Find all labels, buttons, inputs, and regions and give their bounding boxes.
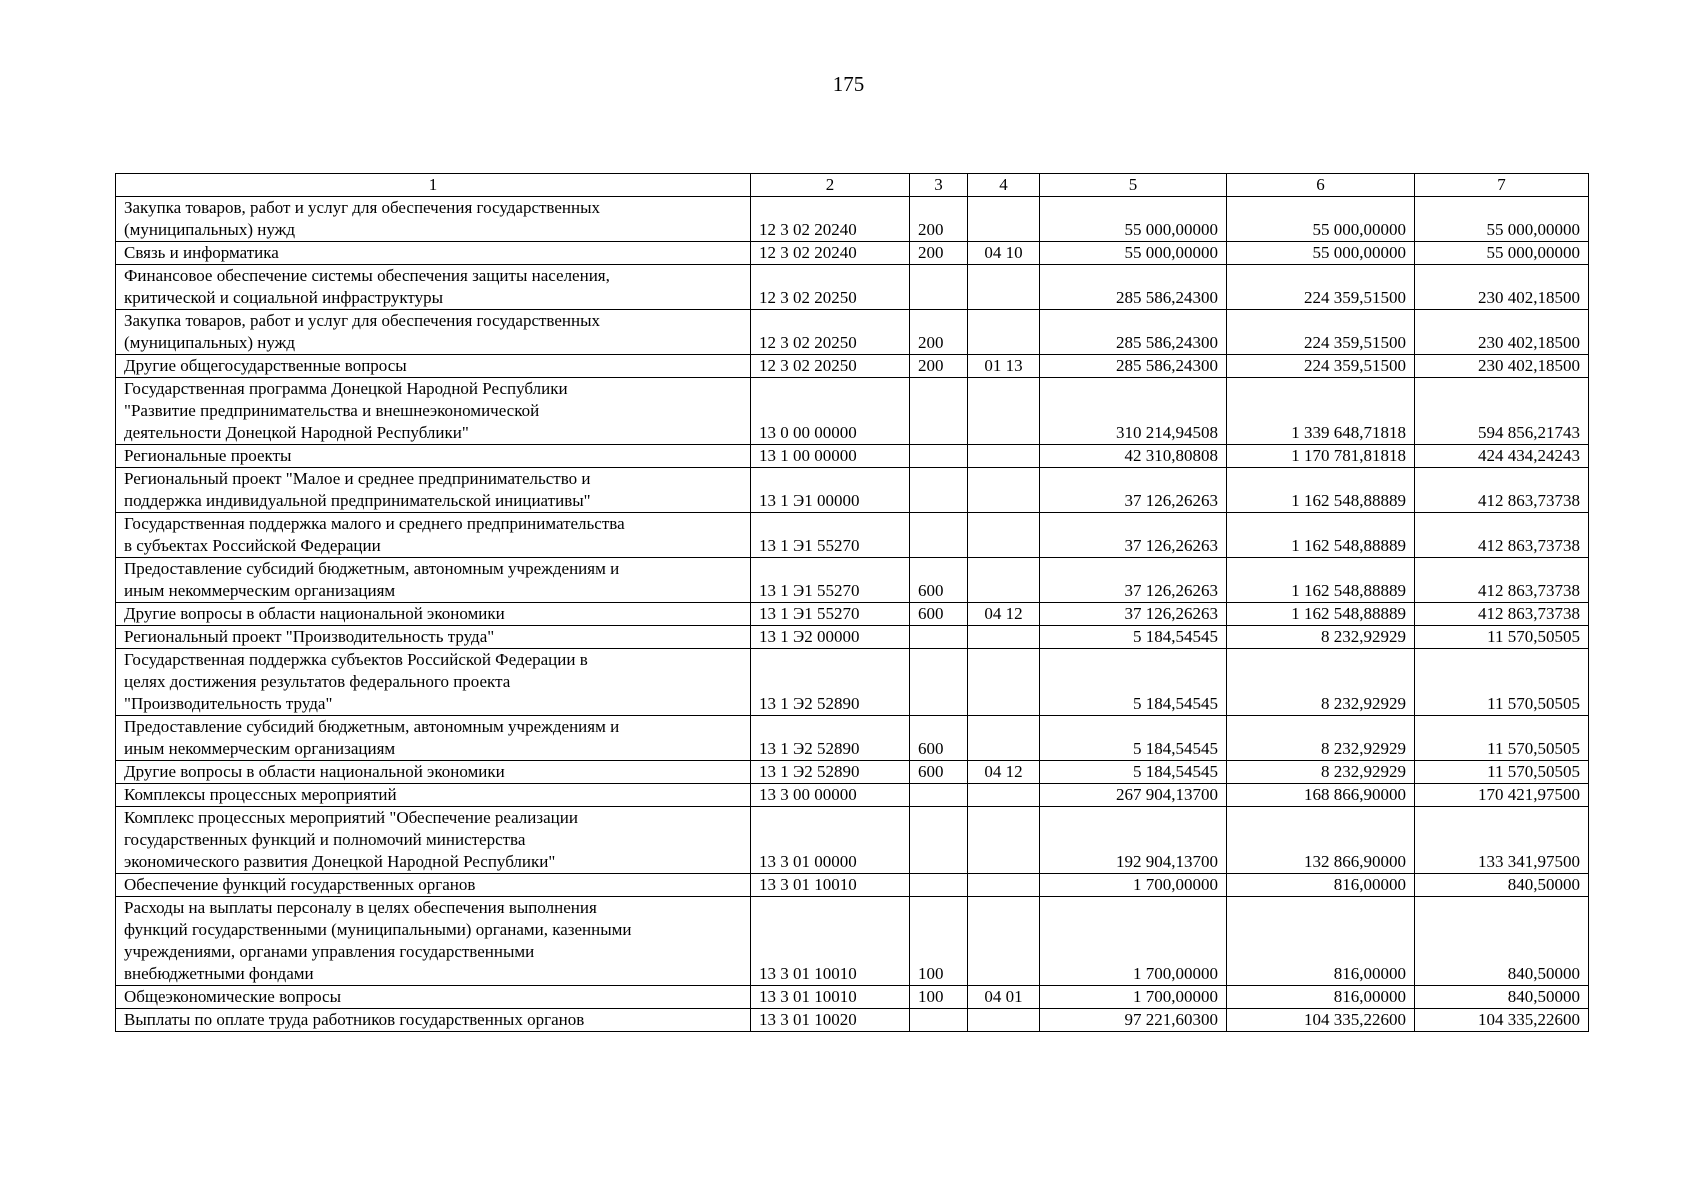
row-amount-col7: 55 000,00000 [1415, 197, 1589, 242]
row-expense-type [910, 807, 968, 874]
row-amount-col5: 1 700,00000 [1040, 986, 1227, 1009]
table-row [116, 468, 1589, 513]
row-section-code [968, 310, 1040, 355]
row-amount-col5: 267 904,13700 [1040, 784, 1227, 807]
table-row [116, 310, 1589, 355]
row-target-code: 13 1 Э1 55270 [751, 513, 910, 558]
header-row [116, 174, 1589, 197]
row-section-code [968, 558, 1040, 603]
column-header: 3 [910, 174, 968, 197]
row-section-code [968, 1009, 1040, 1032]
row-amount-col5: 285 586,24300 [1040, 310, 1227, 355]
table-row [116, 265, 1589, 310]
row-amount-col7: 412 863,73738 [1415, 603, 1589, 626]
row-target-code: 12 3 02 20240 [751, 197, 910, 242]
row-expense-type: 600 [910, 603, 968, 626]
column-header: 7 [1415, 174, 1589, 197]
row-section-code [968, 784, 1040, 807]
row-section-code: 04 10 [968, 242, 1040, 265]
row-section-code [968, 513, 1040, 558]
table-row [116, 761, 1589, 784]
row-expense-type: 600 [910, 558, 968, 603]
row-amount-col7: 11 570,50505 [1415, 626, 1589, 649]
row-amount-col6: 1 170 781,81818 [1227, 445, 1415, 468]
row-amount-col5: 5 184,54545 [1040, 649, 1227, 716]
row-amount-col7: 11 570,50505 [1415, 761, 1589, 784]
row-section-code [968, 626, 1040, 649]
row-amount-col5: 285 586,24300 [1040, 355, 1227, 378]
row-amount-col5: 5 184,54545 [1040, 716, 1227, 761]
row-amount-col6: 816,00000 [1227, 874, 1415, 897]
row-name: Выплаты по оплате труда работников государственных органов [116, 1009, 751, 1032]
row-expense-type: 200 [910, 242, 968, 265]
row-section-code [968, 649, 1040, 716]
row-section-code [968, 716, 1040, 761]
row-amount-col6: 224 359,51500 [1227, 355, 1415, 378]
row-amount-col6: 1 339 648,71818 [1227, 378, 1415, 445]
row-name: Государственная программа Донецкой Народной Республики "Развитие предпринимательства и внешнеэкономической деятельности Донецкой Народной Республики" [116, 378, 751, 445]
row-name: Общеэкономические вопросы [116, 986, 751, 1009]
row-expense-type: 200 [910, 355, 968, 378]
row-amount-col7: 170 421,97500 [1415, 784, 1589, 807]
row-expense-type [910, 513, 968, 558]
row-section-code [968, 807, 1040, 874]
row-target-code: 13 3 01 10010 [751, 874, 910, 897]
table-row [116, 558, 1589, 603]
row-expense-type: 100 [910, 897, 968, 986]
row-expense-type [910, 649, 968, 716]
row-amount-col7: 424 434,24243 [1415, 445, 1589, 468]
row-amount-col6: 1 162 548,88889 [1227, 513, 1415, 558]
row-section-code: 01 13 [968, 355, 1040, 378]
row-target-code: 13 3 01 10010 [751, 986, 910, 1009]
row-expense-type [910, 378, 968, 445]
table-body [116, 197, 1589, 1032]
row-section-code [968, 897, 1040, 986]
row-name: Региональный проект "Малое и среднее предпринимательство и поддержка индивидуальной предпринимательской инициативы" [116, 468, 751, 513]
row-amount-col6: 168 866,90000 [1227, 784, 1415, 807]
column-header: 6 [1227, 174, 1415, 197]
row-expense-type: 200 [910, 310, 968, 355]
row-name: Региональные проекты [116, 445, 751, 468]
row-name: Государственная поддержка субъектов Российской Федерации в целях достижения результатов федерального проекта "Производительность труда" [116, 649, 751, 716]
row-section-code: 04 12 [968, 603, 1040, 626]
row-amount-col5: 5 184,54545 [1040, 626, 1227, 649]
table-row [116, 986, 1589, 1009]
row-name: Комплексы процессных мероприятий [116, 784, 751, 807]
row-amount-col5: 37 126,26263 [1040, 513, 1227, 558]
row-name: Региональный проект "Производительность труда" [116, 626, 751, 649]
row-amount-col5: 310 214,94508 [1040, 378, 1227, 445]
table-row [116, 807, 1589, 874]
row-amount-col5: 1 700,00000 [1040, 874, 1227, 897]
row-target-code: 12 3 02 20250 [751, 310, 910, 355]
row-name: Закупка товаров, работ и услуг для обеспечения государственных (муниципальных) нужд [116, 197, 751, 242]
row-amount-col6: 8 232,92929 [1227, 649, 1415, 716]
row-target-code: 13 1 Э2 00000 [751, 626, 910, 649]
row-name: Связь и информатика [116, 242, 751, 265]
row-target-code: 13 0 00 00000 [751, 378, 910, 445]
row-amount-col6: 8 232,92929 [1227, 626, 1415, 649]
row-amount-col6: 1 162 548,88889 [1227, 603, 1415, 626]
row-amount-col6: 55 000,00000 [1227, 197, 1415, 242]
row-amount-col7: 230 402,18500 [1415, 355, 1589, 378]
row-target-code: 12 3 02 20250 [751, 265, 910, 310]
row-expense-type [910, 445, 968, 468]
row-expense-type [910, 784, 968, 807]
row-section-code: 04 01 [968, 986, 1040, 1009]
row-amount-col7: 55 000,00000 [1415, 242, 1589, 265]
row-amount-col7: 230 402,18500 [1415, 310, 1589, 355]
row-section-code [968, 197, 1040, 242]
table-row [116, 355, 1589, 378]
row-amount-col6: 8 232,92929 [1227, 716, 1415, 761]
row-name: Другие общегосударственные вопросы [116, 355, 751, 378]
row-target-code: 13 1 Э1 55270 [751, 603, 910, 626]
table-row [116, 445, 1589, 468]
row-amount-col7: 840,50000 [1415, 874, 1589, 897]
row-name: Предоставление субсидий бюджетным, автономным учреждениям и иным некоммерческим организациям [116, 558, 751, 603]
table-row [116, 197, 1589, 242]
row-amount-col5: 55 000,00000 [1040, 197, 1227, 242]
table-row [116, 1009, 1589, 1032]
row-amount-col6: 8 232,92929 [1227, 761, 1415, 784]
row-amount-col5: 42 310,80808 [1040, 445, 1227, 468]
row-amount-col6: 224 359,51500 [1227, 310, 1415, 355]
row-target-code: 12 3 02 20240 [751, 242, 910, 265]
table-row [116, 897, 1589, 986]
row-target-code: 13 1 Э2 52890 [751, 761, 910, 784]
row-target-code: 13 1 00 00000 [751, 445, 910, 468]
table-row [116, 378, 1589, 445]
row-expense-type: 200 [910, 197, 968, 242]
row-section-code [968, 874, 1040, 897]
table-row [116, 603, 1589, 626]
table-row [116, 649, 1589, 716]
row-amount-col5: 5 184,54545 [1040, 761, 1227, 784]
row-target-code: 13 1 Э1 00000 [751, 468, 910, 513]
row-expense-type: 100 [910, 986, 968, 1009]
row-amount-col5: 192 904,13700 [1040, 807, 1227, 874]
row-amount-col6: 104 335,22600 [1227, 1009, 1415, 1032]
row-section-code [968, 445, 1040, 468]
row-amount-col7: 11 570,50505 [1415, 649, 1589, 716]
row-name: Другие вопросы в области национальной экономики [116, 761, 751, 784]
page-number: 175 [832, 72, 865, 96]
row-amount-col6: 816,00000 [1227, 897, 1415, 986]
row-expense-type [910, 265, 968, 310]
row-target-code: 13 1 Э1 55270 [751, 558, 910, 603]
column-header: 1 [116, 174, 751, 197]
table-row [116, 513, 1589, 558]
row-amount-col6: 55 000,00000 [1227, 242, 1415, 265]
row-target-code: 13 3 00 00000 [751, 784, 910, 807]
table-row [116, 716, 1589, 761]
column-header: 2 [751, 174, 910, 197]
row-amount-col7: 594 856,21743 [1415, 378, 1589, 445]
row-amount-col5: 97 221,60300 [1040, 1009, 1227, 1032]
row-amount-col7: 412 863,73738 [1415, 468, 1589, 513]
table-row [116, 242, 1589, 265]
row-amount-col6: 1 162 548,88889 [1227, 468, 1415, 513]
row-amount-col5: 37 126,26263 [1040, 603, 1227, 626]
row-amount-col6: 224 359,51500 [1227, 265, 1415, 310]
row-amount-col7: 412 863,73738 [1415, 558, 1589, 603]
row-expense-type: 600 [910, 761, 968, 784]
row-target-code: 12 3 02 20250 [751, 355, 910, 378]
row-amount-col5: 55 000,00000 [1040, 242, 1227, 265]
row-amount-col5: 37 126,26263 [1040, 468, 1227, 513]
row-name: Комплекс процессных мероприятий "Обеспечение реализации государственных функций и полномочий министерства экономического развития Донецкой Народной Республики" [116, 807, 751, 874]
row-section-code [968, 265, 1040, 310]
row-amount-col6: 816,00000 [1227, 986, 1415, 1009]
row-section-code [968, 468, 1040, 513]
row-amount-col5: 285 586,24300 [1040, 265, 1227, 310]
row-amount-col7: 104 335,22600 [1415, 1009, 1589, 1032]
row-expense-type: 600 [910, 716, 968, 761]
column-header: 4 [968, 174, 1040, 197]
column-header: 5 [1040, 174, 1227, 197]
budget-table [115, 173, 1589, 1032]
row-amount-col6: 132 866,90000 [1227, 807, 1415, 874]
row-name: Расходы на выплаты персоналу в целях обеспечения выполнения функций государственными (муниципальными) органами, казенными учреждениями, органами управления государственными внебюджетными фондами [116, 897, 751, 986]
row-name: Другие вопросы в области национальной экономики [116, 603, 751, 626]
row-target-code: 13 3 01 00000 [751, 807, 910, 874]
row-amount-col6: 1 162 548,88889 [1227, 558, 1415, 603]
row-name: Финансовое обеспечение системы обеспечения защиты населения, критической и социальной инфраструктуры [116, 265, 751, 310]
row-amount-col7: 230 402,18500 [1415, 265, 1589, 310]
row-name: Закупка товаров, работ и услуг для обеспечения государственных (муниципальных) нужд [116, 310, 751, 355]
row-target-code: 13 1 Э2 52890 [751, 716, 910, 761]
table-row [116, 626, 1589, 649]
row-name: Предоставление субсидий бюджетным, автономным учреждениям и иным некоммерческим организациям [116, 716, 751, 761]
row-amount-col5: 1 700,00000 [1040, 897, 1227, 986]
row-amount-col7: 840,50000 [1415, 986, 1589, 1009]
row-amount-col7: 133 341,97500 [1415, 807, 1589, 874]
table-row [116, 784, 1589, 807]
row-amount-col7: 412 863,73738 [1415, 513, 1589, 558]
row-target-code: 13 3 01 10020 [751, 1009, 910, 1032]
table-row [116, 874, 1589, 897]
row-amount-col7: 840,50000 [1415, 897, 1589, 986]
row-target-code: 13 1 Э2 52890 [751, 649, 910, 716]
row-expense-type [910, 468, 968, 513]
row-amount-col5: 37 126,26263 [1040, 558, 1227, 603]
row-name: Государственная поддержка малого и среднего предпринимательства в субъектах Российской Федерации [116, 513, 751, 558]
row-expense-type [910, 626, 968, 649]
row-expense-type [910, 1009, 968, 1032]
row-name: Обеспечение функций государственных органов [116, 874, 751, 897]
row-section-code [968, 378, 1040, 445]
row-section-code: 04 12 [968, 761, 1040, 784]
row-target-code: 13 3 01 10010 [751, 897, 910, 986]
row-expense-type [910, 874, 968, 897]
row-amount-col7: 11 570,50505 [1415, 716, 1589, 761]
